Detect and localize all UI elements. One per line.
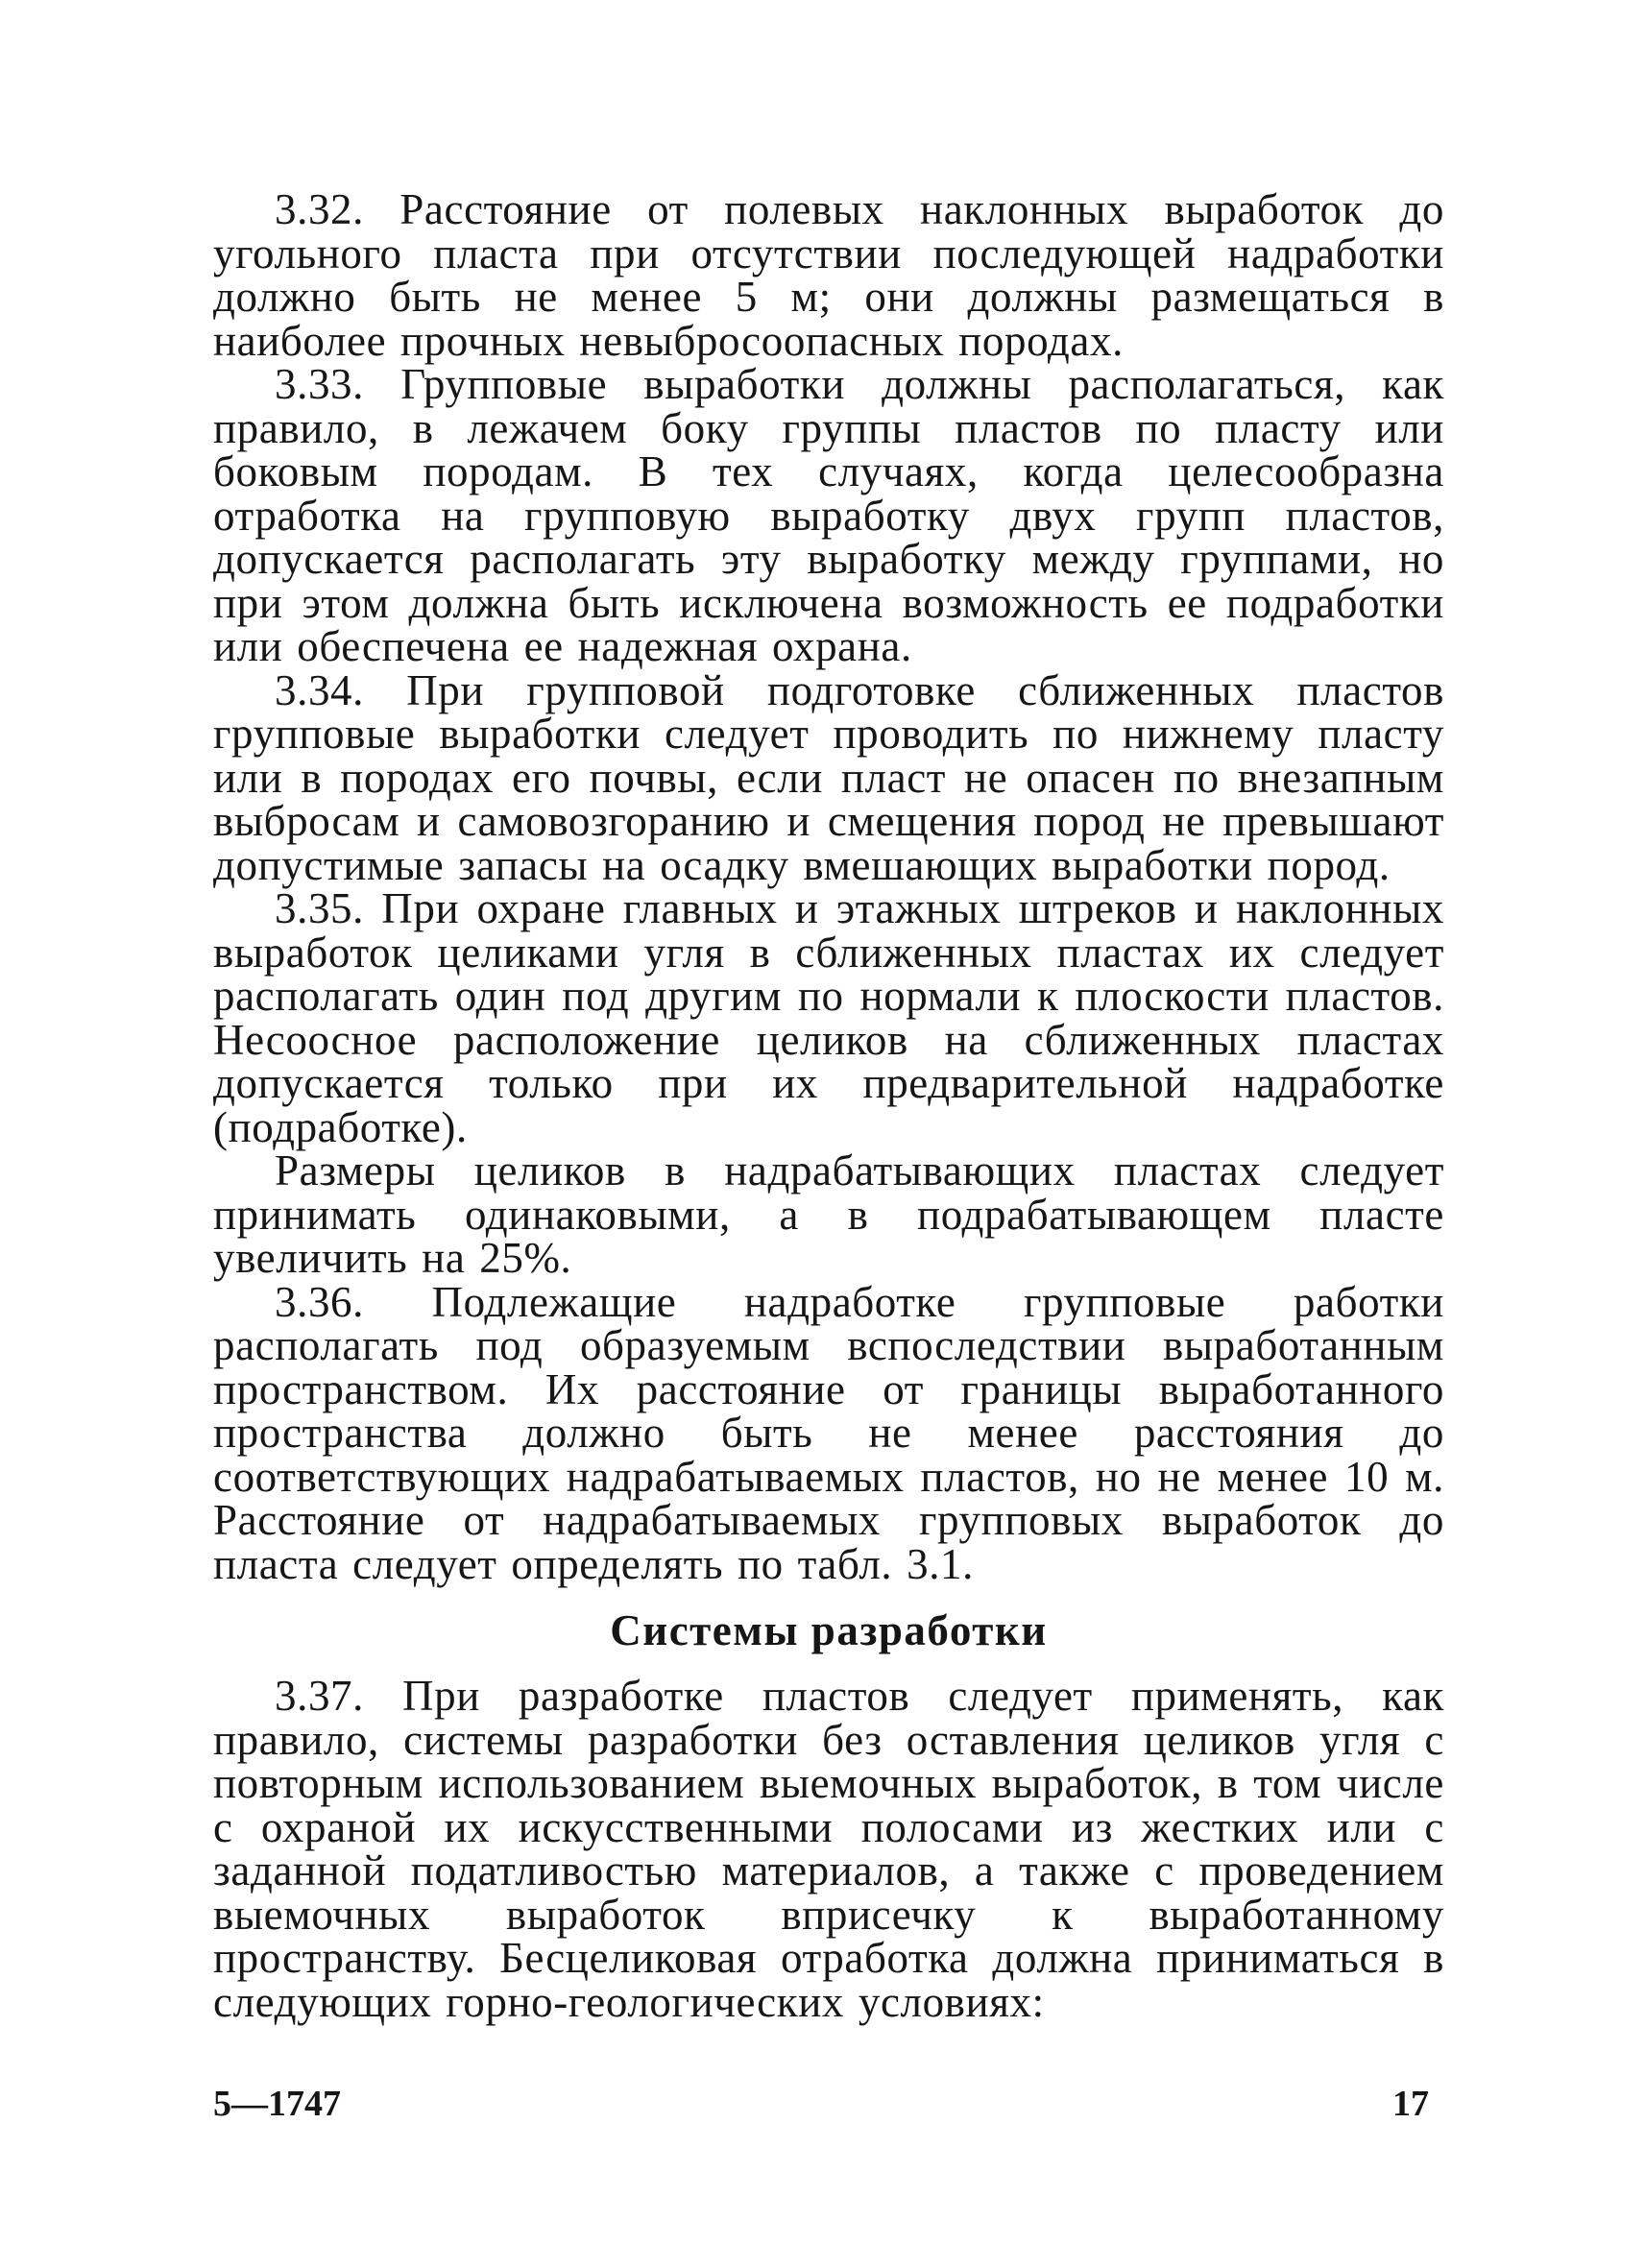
- page-body: [213, 185, 1444, 2205]
- paragraph-3-32: 3.32. Расстояние от полевых наклонных выработок до угольного пласта при отсутствии последующей надработки должно быть не менее 5 м; они должны размещаться в наиболее прочных невыбросоопасных породах.: [213, 185, 1444, 365]
- paragraph-3-34: 3.34. При групповой подготовке сближенных пластов групповые выработки следует проводить по нижнему пласту или в породах его почвы, если пласт не опасен по внезапным выбросам и самовозгоранию и смещения пород не превышают допустимые запасы на осадку вмешающих выработки пород.: [213, 665, 1444, 889]
- paragraph-pillar-sizes: Размеры целиков в надрабатывающих пластах следует принимать одинаковыми, а в подрабатывающем пласте увеличить на 25%.: [213, 1146, 1444, 1282]
- paragraph-3-36: 3.36. Подлежащие надработке групповые работки располагать под образуемым вспоследствии выработанным пространством. Их расстояние от границы выработанного пространства должно быть не менее расстояния до соответствующих надрабатываемых пластов, но не менее 10 м. Расстояние от надрабатываемых групповых выработок до пласта следует определять по табл. 3.1.: [213, 1277, 1444, 1588]
- section-heading: Системы разработки: [610, 1606, 1048, 1654]
- page-footer: [213, 2080, 1444, 2128]
- paragraph-3-35: 3.35. При охране главных и этажных штреков и наклонных выработок целиками угля в сближенных пластах их следует располагать один под другим по нормали к плоскости пластов. Несоосное расположение целиков на сближенных пластах допускается только при их предварительной надработке (подработке).: [213, 884, 1444, 1151]
- page-number: 17: [1392, 2084, 1429, 2124]
- printer-signature: 5—1747: [213, 2084, 341, 2124]
- paragraph-3-33: 3.33. Групповые выработки должны располагаться, как правило, в лежачем боку группы пластов по пласту или боковым породам. В тех случаях, когда целесообразна отработка на групповую выработку двух групп пластов, допускается располагать эту выработку между группами, но при этом должна быть исключена возможность ее подработки или обеспечена ее надежная охрана.: [213, 360, 1444, 670]
- paragraph-3-37: 3.37. При разработке пластов следует применять, как правило, системы разработки без оставления целиков угля с повторным использованием выемочных выработок, в том числе с охраной их искусственными полосами из жестких или с заданной податливостью материалов, а также с проведением выемочных выработок вприсечку к выработанному пространству. Бесцеликовая отработка должна приниматься в следующих горно-геологических условиях:: [213, 1672, 1444, 2026]
